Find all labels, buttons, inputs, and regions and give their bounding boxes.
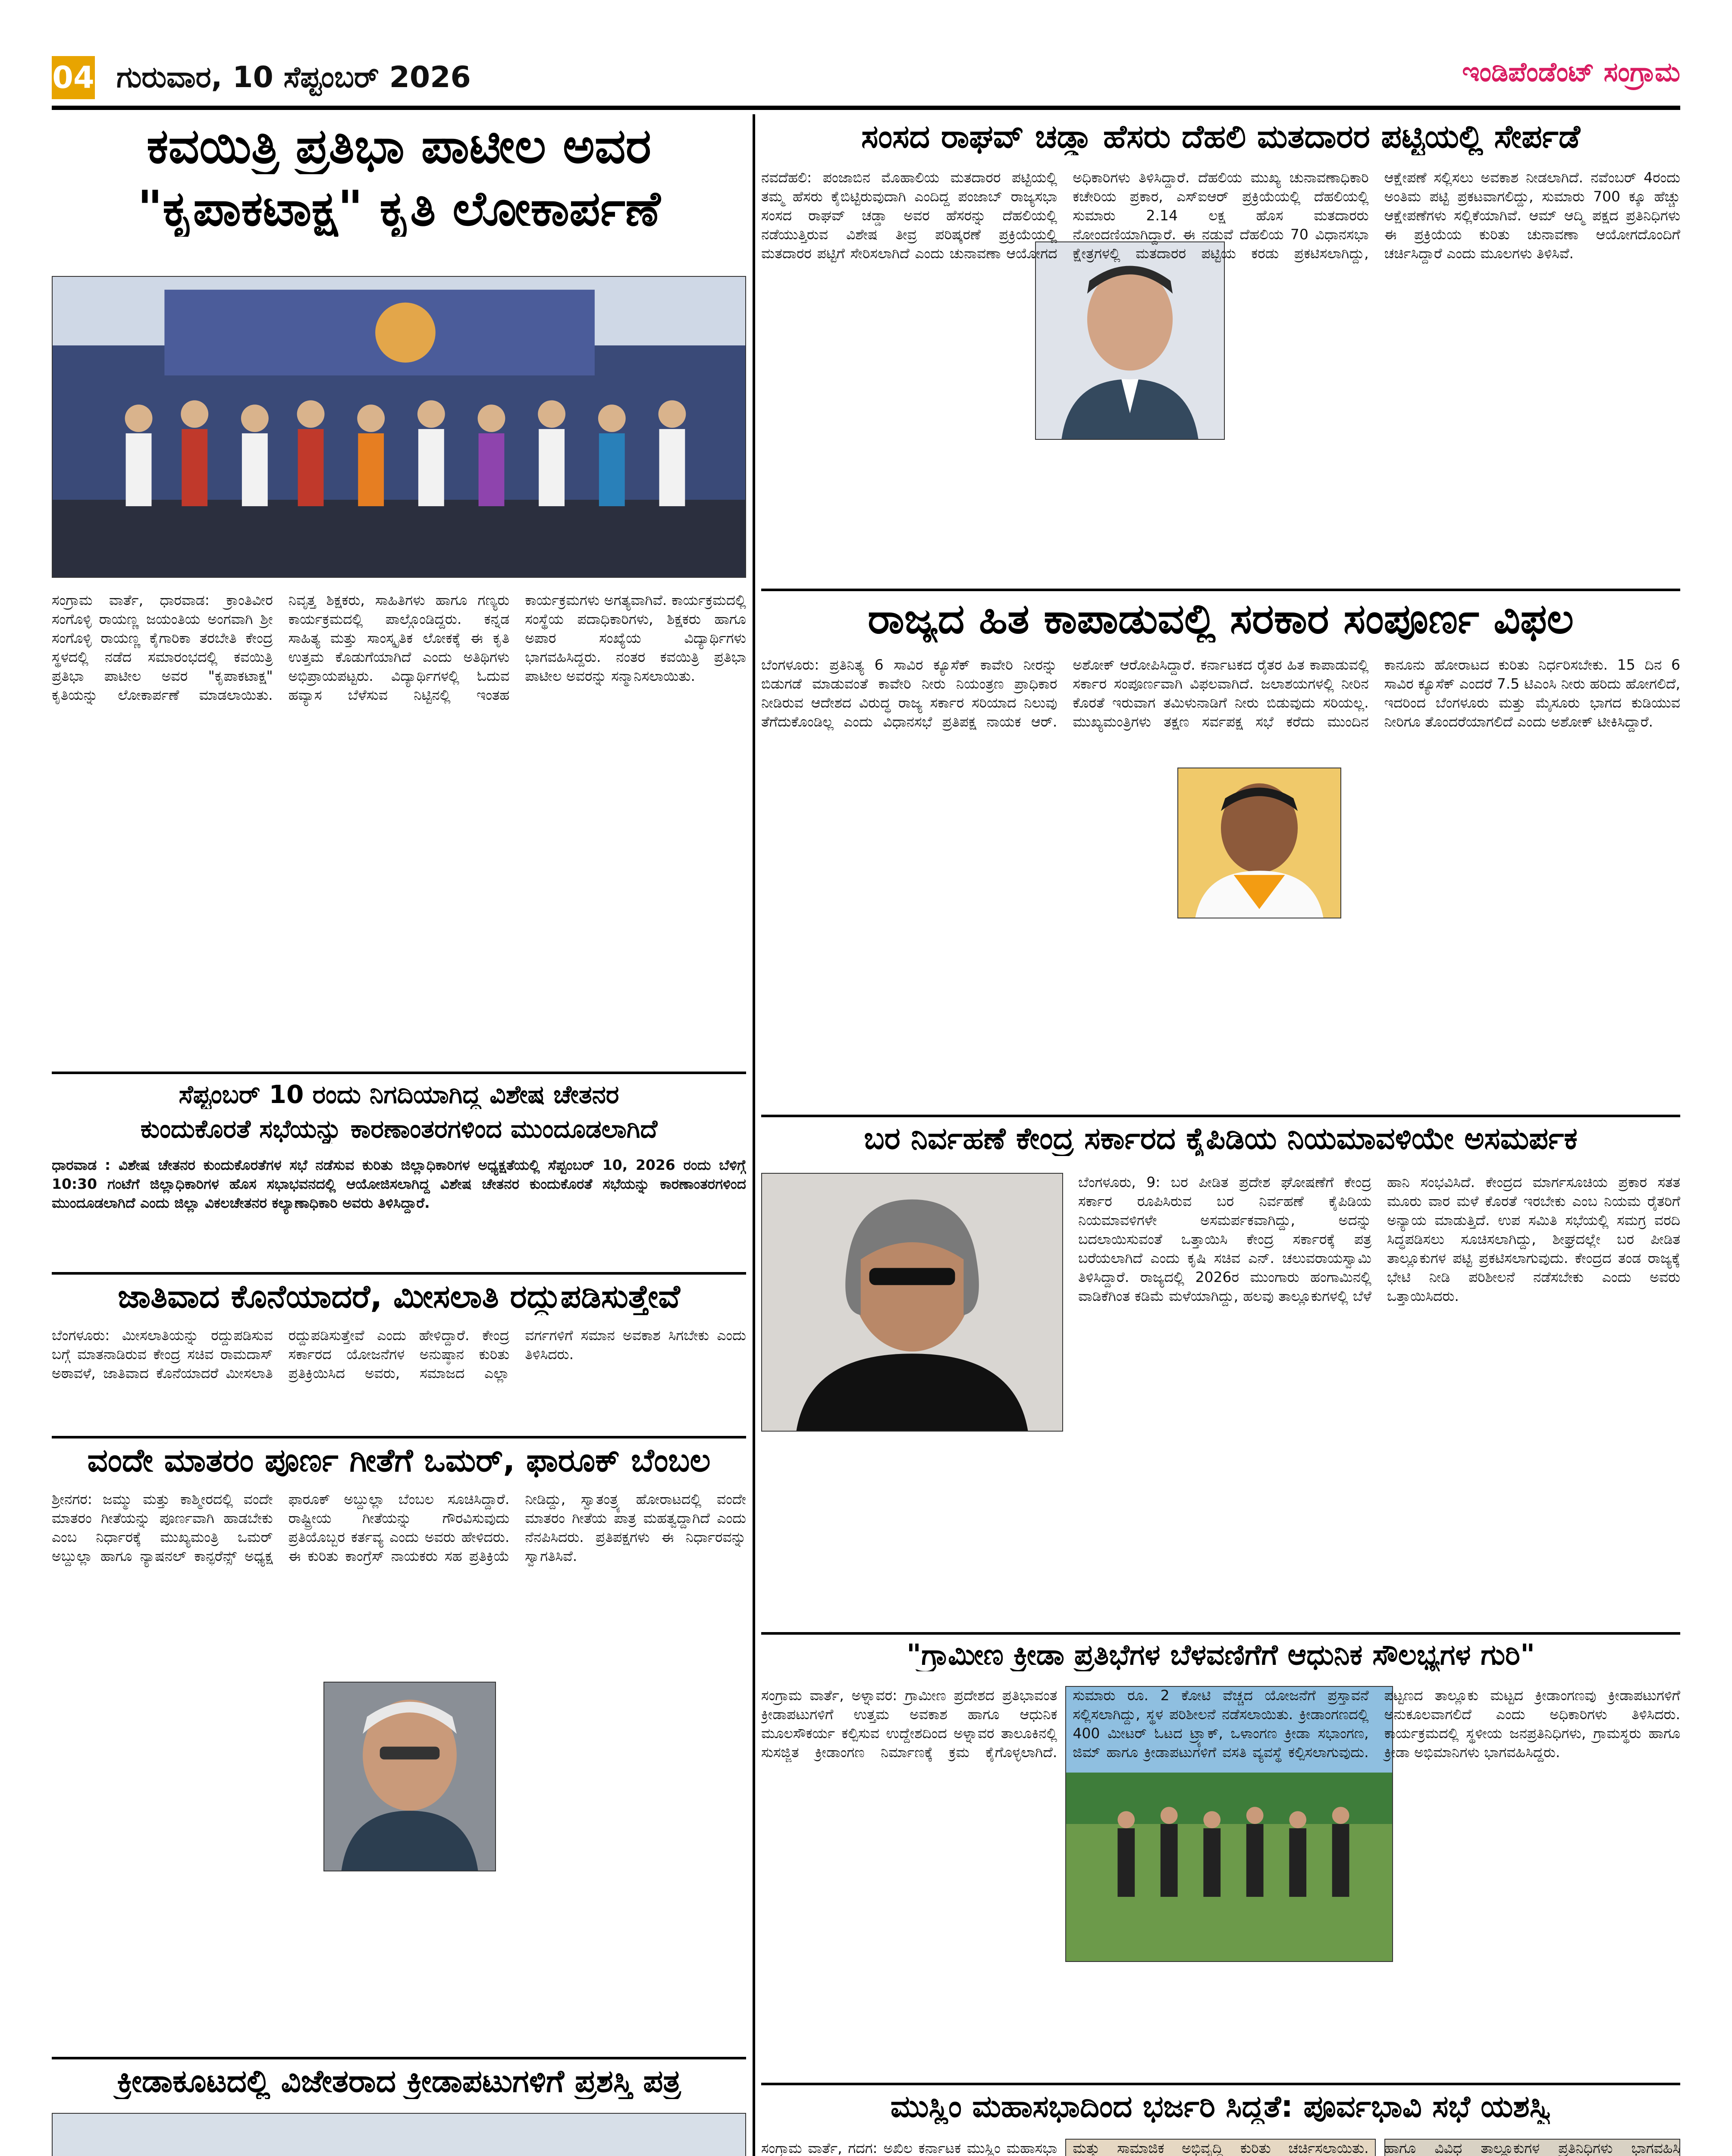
rajyada-hita-headline: ರಾಜ್ಯದ ಹಿತ ಕಾಪಾಡುವಲ್ಲಿ ಸರಕಾರ ಸಂಪೂರ್ಣ ವಿಫಲ	[868, 595, 1574, 643]
section-rule	[761, 2083, 1680, 2085]
jativada-headline: ಜಾತಿವಾದ ಕೊನೆಯಾದರೆ, ಮೀಸಲಾತಿ ರದ್ದುಪಡಿಸುತ್ತೇವೆ	[118, 1279, 680, 1315]
athletes-award-photo	[52, 2113, 746, 2156]
grameena-kreeda-body: ಸಂಗ್ರಾಮ ವಾರ್ತೆ, ಅಳ್ನಾವರ: ಗ್ರಾಮೀಣ ಪ್ರದೇಶದ ಪ್ರತಿಭಾವಂತ ಕ್ರೀಡಾಪಟುಗಳಿಗೆ ಉತ್ತಮ ಅವಕಾಶ ಹಾಗೂ ಆಧುನಿಕ ಮೂಲಸೌಕರ್ಯ ಕಲ್ಪಿಸುವ ಉದ್ದೇಶದಿಂದ ಅಳ್ನಾವರ ತಾಲೂಕಿನಲ್ಲಿ ಸುಸಜ್ಜಿತ ಕ್ರೀಡಾಂಗಣ ನಿರ್ಮಾಣಕ್ಕೆ ಕ್ರಮ ಕೈಗೊಳ್ಳಲಾಗಿದೆ. ಸುಮಾರು ರೂ. 2 ಕೋಟಿ ವೆಚ್ಚದ ಯೋಜನೆಗೆ ಪ್ರಸ್ತಾವನೆ ಸಲ್ಲಿಸಲಾಗಿದ್ದು, ಸ್ಥಳ ಪರಿಶೀಲನೆ ನಡೆಸಲಾಯಿತು. ಕ್ರೀಡಾಂಗಣದಲ್ಲಿ 400 ಮೀಟರ್ ಓಟದ ಟ್ರ್ಯಾಕ್, ಒಳಾಂಗಣ ಕ್ರೀಡಾ ಸಭಾಂಗಣ, ಜಿಮ್ ಹಾಗೂ ಕ್ರೀಡಾಪಟುಗಳಿಗೆ ವಸತಿ ವ್ಯವಸ್ಥೆ ಕಲ್ಪಿಸಲಾಗುವುದು. ಪಟ್ಟಣದ ತಾಲ್ಲೂಕು ಮಟ್ಟದ ಕ್ರೀಡಾಂಗಣವು ಕ್ರೀಡಾಪಟುಗಳಿಗೆ ಅನುಕೂಲವಾಗಲಿದೆ ಎಂದು ಅಧಿಕಾರಿಗಳು ತಿಳಿಸಿದರು. ಕಾರ್ಯಕ್ರಮದಲ್ಲಿ ಸ್ಥಳೀಯ ಜನಪ್ರತಿನಿಧಿಗಳು, ಗ್ರಾಮಸ್ಥರು ಹಾಗೂ ಕ್ರೀಡಾ ಅಭಿಮಾನಿಗಳು ಭಾಗವಹಿಸಿದ್ದರು.	[761, 1687, 1680, 1761]
meeting-body: ಧಾರವಾಡ : ವಿಶೇಷ ಚೇತನರ ಕುಂದುಕೊರತೆಗಳ ಸಭೆ ನಡೆಸುವ ಕುರಿತು ಜಿಲ್ಲಾಧಿಕಾರಿಗಳ ಅಧ್ಯಕ್ಷತೆಯಲ್ಲಿ ಸೆಪ್ಟಂಬರ್ 10, 2026 ರಂದು ಬೆಳಿಗ್ಗೆ 10:30 ಗಂಟೆಗೆ ಜಿಲ್ಲಾಧಿಕಾರಿಗಳ ಹೊಸ ಸಭಾಭವನದಲ್ಲಿ ಆಯೋಜಿಸಲಾಗಿದ್ದ ವಿಶೇಷ ಚೇತನರ ಕುಂದುಕೊರತೆ ಸಭೆಯನ್ನು ಕಾರಣಾಂತರಗಳಿಂದ ಮುಂದೂಡಲಾಗಿದೆ ಎಂದು ಜಿಲ್ಲಾ ವಿಕಲಚೇತನರ ಕಲ್ಯಾಣಾಧಿಕಾರಿ ಅವರು ತಿಳಿಸಿದ್ದಾರೆ.	[52, 1156, 746, 1211]
section-rule	[52, 1272, 746, 1275]
muslim-mahasabha-body: ಸಂಗ್ರಾಮ ವಾರ್ತೆ, ಗದಗ: ಅಖಿಲ ಕರ್ನಾಟಕ ಮುಸ್ಲಿಂ ಮಹಾಸಭಾ ಮತ್ತು ಸಾಮಾಜಿಕ ಅಭಿವೃದ್ಧಿ ಕುರಿತು ಚರ್ಚಿಸಲಾಯಿತು. ಹಾಗೂ ವಿವಿಧ ತಾಲ್ಲೂಕುಗಳ ಪ್ರತಿನಿಧಿಗಳು ಭಾಗವಹಿಸಿ	[761, 2140, 1680, 2156]
raghav-body: ನವದೆಹಲಿ: ಪಂಜಾಬಿನ ಮೊಹಾಲಿಯ ಮತದಾರರ ಪಟ್ಟಿಯಲ್ಲಿ ತಮ್ಮ ಹೆಸರು ಕೈಬಿಟ್ಟಿರುವುದಾಗಿ ಎಂದಿದ್ದ ಪಂಜಾಬ್ ರಾಜ್ಯಸಭಾ ಸಂಸದ ರಾಘವ್ ಚಡ್ಡಾ ಅವರ ಹೆಸರನ್ನು ದೆಹಲಿಯಲ್ಲಿ ನಡೆಯುತ್ತಿರುವ ವಿಶೇಷ ತೀವ್ರ ಪರಿಷ್ಕರಣೆ ಪ್ರಕ್ರಿಯೆಯಲ್ಲಿ ಮತದಾರರ ಪಟ್ಟಿಗೆ ಸೇರಿಸಲಾಗಿದೆ ಎಂದು ಚುನಾವಣಾ ಆಯೋಗದ ಅಧಿಕಾರಿಗಳು ತಿಳಿಸಿದ್ದಾರೆ. ದೆಹಲಿಯ ಮುಖ್ಯ ಚುನಾವಣಾಧಿಕಾರಿ ಕಚೇರಿಯ ಪ್ರಕಾರ, ಎಸ್‌ಐಆರ್ ಪ್ರಕ್ರಿಯೆಯಲ್ಲಿ ದೆಹಲಿಯಲ್ಲಿ ಸುಮಾರು 2.14 ಲಕ್ಷ ಹೊಸ ಮತದಾರರು ನೋಂದಣಿಯಾಗಿದ್ದಾರೆ. ಈ ನಡುವೆ ದೆಹಲಿಯ 70 ವಿಧಾನಸಭಾ ಕ್ಷೇತ್ರಗಳಲ್ಲಿ ಮತದಾರರ ಪಟ್ಟಿಯ ಕರಡು ಪ್ರಕಟಿಸಲಾಗಿದ್ದು, ಆಕ್ಷೇಪಣೆ ಸಲ್ಲಿಸಲು ಅವಕಾಶ ನೀಡಲಾಗಿದೆ. ನವೆಂಬರ್ 4ರಂದು ಅಂತಿಮ ಪಟ್ಟಿ ಪ್ರಕಟವಾಗಲಿದ್ದು, ಸುಮಾರು 700 ಕ್ಕೂ ಹೆಚ್ಚು ಆಕ್ಷೇಪಣೆಗಳು ಸಲ್ಲಿಕೆಯಾಗಿವೆ. ಆಮ್ ಆದ್ಮಿ ಪಕ್ಷದ ಪ್ರತಿನಿಧಿಗಳು ಈ ಪ್ರಕ್ರಿಯೆಯ ಕುರಿತು ಚುನಾವಣಾ ಆಯೋಗದೊಂದಿಗೆ ಚರ್ಚಿಸಿದ್ದಾರೆ ಎಂದು ಮೂಲಗಳು ತಿಳಿಸಿವೆ.	[761, 169, 1680, 262]
kreeda-prashasti-headline: ಕ್ರೀಡಾಕೂಟದಲ್ಲಿ ವಿಜೇತರಾದ ಕ್ರೀಡಾಪಟುಗಳಿಗೆ ಪ್ರಶಸ್ತಿ ಪತ್ರ	[117, 2063, 681, 2099]
bara-nirvahane-body: ಬೆಂಗಳೂರು, 9: ಬರ ಪೀಡಿತ ಪ್ರದೇಶ ಘೋಷಣೆಗೆ ಕೇಂದ್ರ ಸರ್ಕಾರ ರೂಪಿಸಿರುವ ಬರ ನಿರ್ವಹಣೆ ಕೈಪಿಡಿಯ ನಿಯಮಾವಳಿಗಳೇ ಅಸಮರ್ಪಕವಾಗಿದ್ದು, ಅದನ್ನು ಬದಲಾಯಿಸುವಂತೆ ಒತ್ತಾಯಿಸಿ ಕೇಂದ್ರ ಸರ್ಕಾರಕ್ಕೆ ಪತ್ರ ಬರೆಯಲಾಗಿದೆ ಎಂದು ಕೃಷಿ ಸಚಿವ ಎನ್. ಚಲುವರಾಯಸ್ವಾಮಿ ತಿಳಿಸಿದ್ದಾರೆ. ರಾಜ್ಯದಲ್ಲಿ 2026ರ ಮುಂಗಾರು ಹಂಗಾಮಿನಲ್ಲಿ ವಾಡಿಕೆಗಿಂತ ಕಡಿಮೆ ಮಳೆಯಾಗಿದ್ದು, ಹಲವು ತಾಲ್ಲೂಕುಗಳಲ್ಲಿ ಬೆಳೆ ಹಾನಿ ಸಂಭವಿಸಿದೆ. ಕೇಂದ್ರದ ಮಾರ್ಗಸೂಚಿಯ ಪ್ರಕಾರ ಸತತ ಮೂರು ವಾರ ಮಳೆ ಕೊರತೆ ಇರಬೇಕು ಎಂಬ ನಿಯಮ ರೈತರಿಗೆ ಅನ್ಯಾಯ ಮಾಡುತ್ತಿದೆ. ಉಪ ಸಮಿತಿ ಸಭೆಯಲ್ಲಿ ಸಮಗ್ರ ವರದಿ ಸಿದ್ಧಪಡಿಸಲು ಸೂಚಿಸಲಾಗಿದ್ದು, ಶೀಘ್ರದಲ್ಲೇ ಬರ ಪೀಡಿತ ತಾಲ್ಲೂಕುಗಳ ಪಟ್ಟಿ ಪ್ರಕಟಿಸಲಾಗುವುದು. ಕೇಂದ್ರದ ತಂಡ ರಾಜ್ಯಕ್ಕೆ ಭೇಟಿ ನೀಡಿ ಪರಿಶೀಲನೆ ನಡೆಸಬೇಕು ಎಂದು ಅವರು ಒತ್ತಾಯಿಸಿದರು.	[1078, 1174, 1680, 1304]
column-divider	[753, 114, 755, 2156]
page-number: 04	[52, 56, 95, 99]
raghav-headline: ಸಂಸದ ರಾಘವ್ ಚಡ್ಡಾ ಹೆಸರು ದೆಹಲಿ ಮತದಾರರ ಪಟ್ಟಿಯಲ್ಲಿ ಸೇರ್ಪಡೆ	[861, 119, 1580, 155]
vandemataram-headline: ವಂದೇ ಮಾತರಂ ಪೂರ್ಣ ಗೀತೆಗೆ ಒಮರ್, ಫಾರೂಕ್ ಬೆಂಬಲ	[87, 1442, 711, 1479]
jativada-body: ಬೆಂಗಳೂರು: ಮೀಸಲಾತಿಯನ್ನು ರದ್ದುಪಡಿಸುವ ಬಗ್ಗೆ ಮಾತನಾಡಿರುವ ಕೇಂದ್ರ ಸಚಿವ ರಾಮದಾಸ್ ಅಠಾವಳೆ, ಜಾತಿವಾದ ಕೊನೆಯಾದರೆ ಮೀಸಲಾತಿ ರದ್ದುಪಡಿಸುತ್ತೇವೆ ಎಂದು ಹೇಳಿದ್ದಾರೆ. ಕೇಂದ್ರ ಸರ್ಕಾರದ ಯೋಜನೆಗಳ ಅನುಷ್ಠಾನ ಕುರಿತು ಪ್ರತಿಕ್ರಿಯಿಸಿದ ಅವರು, ಸಮಾಜದ ಎಲ್ಲಾ ವರ್ಗಗಳಿಗೆ ಸಮಾನ ಅವಕಾಶ ಸಿಗಬೇಕು ಎಂದು ತಿಳಿಸಿದರು.	[52, 1327, 746, 1382]
masthead-brand: ಇಂಡಿಪೆಂಡೆಂಟ್ ಸಂಗ್ರಾಮ	[1462, 56, 1680, 88]
section-rule	[52, 2057, 746, 2059]
section-rule	[52, 1436, 746, 1438]
section-rule	[52, 1072, 746, 1074]
kavayitri-event-photo	[52, 276, 746, 578]
meeting-headline-2: ಕುಂದುಕೊರತೆ ಸಭೆಯನ್ನು ಕಾರಣಾಂತರಗಳಿಂದ ಮುಂದೂಡಲಾಗಿದೆ	[140, 1115, 658, 1144]
section-rule	[761, 1115, 1680, 1117]
section-rule	[761, 589, 1680, 591]
section-rule	[761, 1632, 1680, 1635]
kavayitri-headline-2: "ಕೃಪಾಕಟಾಕ್ಷ" ಕೃತಿ ಲೋಕಾರ್ಪಣೆ	[137, 181, 661, 237]
issue-date: ಗುರುವಾರ, 10 ಸೆಪ್ಟಂಬರ್ 2026	[116, 60, 471, 94]
krishi-sachiva-photo	[761, 1173, 1063, 1432]
meeting-headline-1: ಸೆಪ್ಟಂಬರ್ 10 ರಂದು ನಿಗದಿಯಾಗಿದ್ದ ವಿಶೇಷ ಚೇತನರ	[179, 1080, 619, 1109]
masthead-rule	[52, 106, 1680, 110]
kavayitri-body: ಸಂಗ್ರಾಮ ವಾರ್ತೆ, ಧಾರವಾಡ: ಕ್ರಾಂತಿವೀರ ಸಂಗೊಳ್ಳಿ ರಾಯಣ್ಣ ಜಯಂತಿಯ ಅಂಗವಾಗಿ ಶ್ರೀ ಸಂಗೊಳ್ಳಿ ರಾಯಣ್ಣ ಕೈಗಾರಿಕಾ ತರಬೇತಿ ಕೇಂದ್ರ ಸ್ಥಳದಲ್ಲಿ ನಡೆದ ಸಮಾರಂಭದಲ್ಲಿ ಕವಯಿತ್ರಿ ಪ್ರತಿಭಾ ಪಾಟೀಲ ಅವರ "ಕೃಪಾಕಟಾಕ್ಷ" ಕೃತಿಯನ್ನು ಲೋಕಾರ್ಪಣೆ ಮಾಡಲಾಯಿತು. ನಿವೃತ್ತ ಶಿಕ್ಷಕರು, ಸಾಹಿತಿಗಳು ಹಾಗೂ ಗಣ್ಯರು ಕಾರ್ಯಕ್ರಮದಲ್ಲಿ ಪಾಲ್ಗೊಂಡಿದ್ದರು. ಕನ್ನಡ ಸಾಹಿತ್ಯ ಮತ್ತು ಸಾಂಸ್ಕೃತಿಕ ಲೋಕಕ್ಕೆ ಈ ಕೃತಿ ಉತ್ತಮ ಕೊಡುಗೆಯಾಗಿದೆ ಎಂದು ಅತಿಥಿಗಳು ಅಭಿಪ್ರಾಯಪಟ್ಟರು. ವಿದ್ಯಾರ್ಥಿಗಳಲ್ಲಿ ಓದುವ ಹವ್ಯಾಸ ಬೆಳೆಸುವ ನಿಟ್ಟಿನಲ್ಲಿ ಇಂತಹ ಕಾರ್ಯಕ್ರಮಗಳು ಅಗತ್ಯವಾಗಿವೆ. ಕಾರ್ಯಕ್ರಮದಲ್ಲಿ ಸಂಸ್ಥೆಯ ಪದಾಧಿಕಾರಿಗಳು, ಶಿಕ್ಷಕರು ಹಾಗೂ ಅಪಾರ ಸಂಖ್ಯೆಯ ವಿದ್ಯಾರ್ಥಿಗಳು ಭಾಗವಹಿಸಿದ್ದರು. ನಂತರ ಕವಯಿತ್ರಿ ಪ್ರತಿಭಾ ಪಾಟೀಲ ಅವರನ್ನು ಸನ್ಮಾನಿಸಲಾಯಿತು.	[52, 592, 746, 703]
vandemataram-body-a: ಶ್ರೀನಗರ: ಜಮ್ಮು ಮತ್ತು ಕಾಶ್ಮೀರದಲ್ಲಿ ವಂದೇ ಮಾತರಂ ಗೀತೆಯನ್ನು ಪೂರ್ಣವಾಗಿ ಹಾಡಬೇಕು ಎಂಬ ನಿರ್ಧಾರಕ್ಕೆ ಮುಖ್ಯಮಂತ್ರಿ ಒಮರ್ ಅಬ್ದುಲ್ಲಾ ಹಾಗೂ ನ್ಯಾಷನಲ್ ಕಾನ್ಫರೆನ್ಸ್ ಅಧ್ಯಕ್ಷ ಫಾರೂಕ್ ಅಬ್ದುಲ್ಲಾ ಬೆಂಬಲ ಸೂಚಿಸಿದ್ದಾರೆ. ರಾಷ್ಟ್ರೀಯ ಗೀತೆಯನ್ನು ಗೌರವಿಸುವುದು ಪ್ರತಿಯೊಬ್ಬರ ಕರ್ತವ್ಯ ಎಂದು ಅವರು ಹೇಳಿದರು. ಈ ಕುರಿತು ಕಾಂಗ್ರೆಸ್ ನಾಯಕರು ಸಹ ಪ್ರತಿಕ್ರಿಯೆ ನೀಡಿದ್ದು, ಸ್ವಾತಂತ್ರ್ಯ ಹೋರಾಟದಲ್ಲಿ ವಂದೇ ಮಾತರಂ ಗೀತೆಯ ಪಾತ್ರ ಮಹತ್ವದ್ದಾಗಿದೆ ಎಂದು ನೆನಪಿಸಿದರು. ಪ್ರತಿಪಕ್ಷಗಳು ಈ ನಿರ್ಧಾರವನ್ನು ಸ್ವಾಗತಿಸಿವೆ.	[52, 1491, 746, 1564]
grameena-kreeda-headline: "ಗ್ರಾಮೀಣ ಕ್ರೀಡಾ ಪ್ರತಿಭೆಗಳ ಬೆಳವಣಿಗೆಗೆ ಆಧುನಿಕ ಸೌಲಭ್ಯಗಳ ಗುರಿ"	[906, 1639, 1535, 1671]
rajyada-hita-body: ಬೆಂಗಳೂರು: ಪ್ರತಿನಿತ್ಯ 6 ಸಾವಿರ ಕ್ಯೂಸೆಕ್ ಕಾವೇರಿ ನೀರನ್ನು ಬಿಡುಗಡೆ ಮಾಡುವಂತೆ ಕಾವೇರಿ ನೀರು ನಿಯಂತ್ರಣ ಪ್ರಾಧಿಕಾರ ನೀಡಿರುವ ಆದೇಶದ ವಿರುದ್ಧ ರಾಜ್ಯ ಸರ್ಕಾರ ಸರಿಯಾದ ನಿಲುವು ತೆಗೆದುಕೊಂಡಿಲ್ಲ ಎಂದು ವಿಧಾನಸಭೆ ಪ್ರತಿಪಕ್ಷ ನಾಯಕ ಆರ್. ಅಶೋಕ್ ಆರೋಪಿಸಿದ್ದಾರೆ. ಕರ್ನಾಟಕದ ರೈತರ ಹಿತ ಕಾಪಾಡುವಲ್ಲಿ ಸರ್ಕಾರ ಸಂಪೂರ್ಣವಾಗಿ ವಿಫಲವಾಗಿದೆ. ಜಲಾಶಯಗಳಲ್ಲಿ ನೀರಿನ ಕೊರತೆ ಇರುವಾಗ ತಮಿಳುನಾಡಿಗೆ ನೀರು ಬಿಡುವುದು ಸರಿಯಲ್ಲ. ಮುಖ್ಯಮಂತ್ರಿಗಳು ತಕ್ಷಣ ಸರ್ವಪಕ್ಷ ಸಭೆ ಕರೆದು ಮುಂದಿನ ಕಾನೂನು ಹೋರಾಟದ ಕುರಿತು ನಿರ್ಧರಿಸಬೇಕು. 15 ದಿನ 6 ಸಾವಿರ ಕ್ಯೂಸೆಕ್ ಎಂದರೆ 7.5 ಟಿಎಂಸಿ ನೀರು ಹರಿದು ಹೋಗಲಿದೆ, ಇದರಿಂದ ಬೆಂಗಳೂರು ಮತ್ತು ಮೈಸೂರು ಭಾಗದ ಕುಡಿಯುವ ನೀರಿಗೂ ತೊಂದರೆಯಾಗಲಿದೆ ಎಂದು ಅಶೋಕ್ ಟೀಕಿಸಿದ್ದಾರೆ.	[761, 656, 1680, 730]
kavayitri-headline-1: ಕವಯಿತ್ರಿ ಪ್ರತಿಭಾ ಪಾಟೀಲ ಅವರ	[146, 119, 651, 174]
muslim-mahasabha-headline: ಮುಸ್ಲಿಂ ಮಹಾಸಭಾದಿಂದ ಭರ್ಜರಿ ಸಿದ್ಧತೆ: ಪೂರ್ವಭಾವಿ ಸಭೆ ಯಶಸ್ವಿ	[890, 2089, 1551, 2124]
bara-nirvahane-headline: ಬರ ನಿರ್ವಹಣೆ ಕೇಂದ್ರ ಸರ್ಕಾರದ ಕೈಪಿಡಿಯ ನಿಯಮಾವಳಿಯೇ ಅಸಮರ್ಪಕ	[864, 1121, 1578, 1156]
